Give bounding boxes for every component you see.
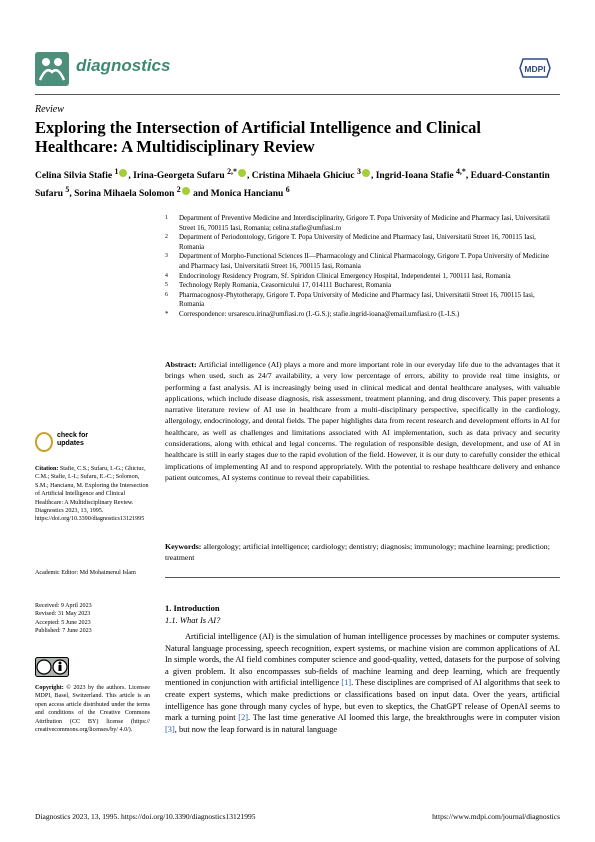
affiliation-item [165,272,560,282]
orcid-icon[interactable] [182,187,190,195]
article-title: Exploring the Intersection of Artificial Intelligence and Clinical Healthcare: A Multidisciplinary Review [35,118,481,156]
affiliation-number: * [165,309,169,318]
author-sup: 4,* [455,167,466,176]
paragraph-text: , but now the leap forward is in natural language [174,724,338,734]
paragraph-text: . The last time generative AI loomed this large, the breakthroughs were in computer vision [248,713,560,723]
affiliation-number: 5 [165,282,168,289]
journal-logo-icon [35,52,69,86]
copyright-block [35,684,150,734]
keywords-text: allergology; artificial intelligence; cardiology; dentistry; diagnosis; immunology; machine learning; prediction; treatment [165,542,550,563]
mdpi-logo-icon[interactable] [519,57,551,79]
author-sup: 1 [114,167,119,176]
abstract [165,359,560,483]
page-footer [35,812,560,821]
author-name[interactable]: Cristina Mihaela Ghiciuc [251,171,355,182]
author-sup: 6 [285,185,290,195]
affiliation-text: Department of Morpho-Functional Sciences II—Pharmacology and Clinical Pharmacology, Grigore T. Popa University of Medicine and Pharmacy Iasi, Universitatii Street 16, 700115 Iasi, Romania [179,252,550,270]
author-name[interactable]: Irina-Georgeta Sufaru [133,171,225,182]
subsection-heading: 1.1. What Is AI? [165,615,221,625]
orcid-icon[interactable] [238,169,246,177]
affiliation-text: Technology Reply Romania, Ceasornicului 17, 014111 Bucharest, Romania [179,281,392,290]
header-rule [35,94,560,95]
author-name[interactable]: Monica Hancianu [210,189,284,200]
affiliation-text: Endocrinology Residency Program, Sf. Spiridon Clinical Emergency Hospital, Independentei 1, 700111 Iasi, Romania [179,271,511,280]
article-type: Review [35,104,64,115]
check-updates-text [57,432,88,448]
journal-name[interactable]: diagnostics [76,56,171,75]
publication-dates [35,602,150,636]
author-list: Celina Silvia Stafie $^1$ , Irina-Georgeta Sufaru $^{2,*}$ , Cristina Mihaela Ghiciuc $^3$ , Ingrid-Ioana Stafie $^{4,*}$, Eduard-Constantin Sufaru $^5$, Sorina Mihaela Solomon $^2$ and Monica Hancianu $^6$ [35,167,550,200]
reference-link[interactable]: [1] [341,678,352,688]
paragraph-text: Artificial intelligence (AI) is the simulation of human intelligence processes by machines or computer systems. Natural language processing, speech recognition, expert systems, or machine vision are common applications of AI. In simple words, the AI field combines computer science and good-quality, vetted, datasets for the purpose of solving a given problem. It also encompasses sub-fields of machine learning and deep learning, which are frequently mentioned in conjunction with artificial intelligence [165,632,560,688]
abstract-text: Artificial intelligence (AI) plays a more and more important role in our everyday life due to the advantages that it brings when used, such as 24/7 availability, a very low percentage of errors, ability to provide real time insights, or performing a fast analysis. AI is increasingly being used in clinical medical and dental healthcare analyses, with valuable applications, which include disease diagnosis, risk assessment, treatment planning, and drug discovery. This paper presents a narrative literature review of AI use in healthcare from a multi-disciplinary perspective, specifically in the cardiology, allergology, endocrinology, and dental fields. The paper highlights data from recent research and development efforts in AI for healthcare, as well as challenges and limitations associated with AI implementation, such as data privacy and security considerations, along with ethical and legal concerns. The regulation of responsible design, development, and use of AI in healthcare is still in early stages due to the rapid evolution of the field. However, it is our duty to carefully consider the ethical implications of implementing AI and to respond appropriately. With the potential to reshape healthcare delivery and enhance patient outcomes, AI systems continue to reveal their capabilities. [165,360,560,482]
check-updates-line2: updates [57,440,84,447]
author-name[interactable]: Celina Silvia Stafie [35,171,113,182]
orcid-icon[interactable] [362,169,370,177]
correspondence-text[interactable]: Correspondence: ursarescu.irina@umfiasi.ro (I.-G.S.); stafie.ingrid-ioana@email.umfiasi.ro (I.-I.S.) [179,309,460,318]
cc-license-icon[interactable] [35,657,69,677]
citation-block [35,465,150,524]
citation-text[interactable]: Stafie, C.S.; Sufaru, I.-G.; Ghiciuc, C.M.; Stafie, I.-I.; Sufaru, E.-C.; Solomon, S.M.; Hancianu, M. Exploring the Intersection of Artificial Intelligence and Clinical Healthcare: A Multidisciplinary Review. Diagnostics 2023, 13, 1995. https://doi.org/10.3390/diagnostics13121995 [35,466,149,523]
keywords [165,541,560,564]
copyright-label: Copyright: [35,685,64,691]
reference-link[interactable]: [2] [238,713,249,723]
affiliation-text: Department of Periodontology, Grigore T. Popa University of Medicine and Pharmacy Iasi, Universitatii Street 16, 700115 Iasi, Romania [179,233,536,251]
received-date: Received: 9 April 2023 [35,603,92,609]
affiliation-text: Pharmacognosy-Phytotherapy, Grigore T. Popa University of Medicine and Pharmacy Iasi, Universitatii Street 16, 700115 Iasi, Romania [179,290,535,309]
affiliation-item [165,252,560,271]
paragraph-text: . These disciplines are comprised of AI algorithms that seek to create expert systems, which make predictions or classifications based on input data. Over the years, artificial intelligence has gone through many cycles of hype, but even to skeptics, the ChatGPT release of OpenAI seems to mark a turning point [165,678,560,723]
abstract-label: Abstract: [165,360,197,369]
affiliation-number: 4 [165,272,168,279]
keywords-label: Keywords: [165,542,202,551]
revised-date: Revised: 31 May 2023 [35,611,91,618]
affiliation-item [165,310,560,320]
affiliation-text: Department of Preventive Medicine and Interdisciplinarity, Grigore T. Popa University of Medicine and Pharmacy Iasi, Universitatii Street 16, 700115 Iasi, Romania; celina.stafie@umfiasi.ro [179,214,550,232]
academic-editor: Academic Editor: Md Mohaimenul Islam [35,570,136,576]
intro-paragraph [165,631,560,735]
citation-label: Citation: [35,466,59,472]
published-date: Published: 7 June 2023 [35,628,92,635]
author-sup: 2,* [227,167,237,176]
author-sup: 5 [65,185,70,195]
author-sup: 2 [176,185,181,195]
check-updates-icon [35,432,53,452]
check-updates-badge[interactable] [35,432,125,454]
reference-link[interactable]: [3] [165,724,175,734]
affiliation-item [165,214,560,233]
footer-journal-url[interactable]: https://www.mdpi.com/journal/diagnostics [432,812,560,821]
affiliation-item [165,233,560,252]
affiliation-item [165,281,560,291]
orcid-icon[interactable] [119,169,127,177]
affiliation-number: 6 [165,291,168,298]
footer-citation[interactable]: Diagnostics 2023, 13, 1995. https://doi.org/10.3390/diagnostics13121995 [35,812,256,821]
author-sup: 3 [357,167,361,176]
affiliation-number: 1 [165,215,168,221]
check-updates-line1: check for [57,432,89,439]
author-name[interactable]: Eduard-Constantin Sufaru [35,171,550,200]
copyright-text: © 2023 by the authors. Licensee MDPI, Basel, Switzerland. This article is an open access article distributed under the terms and conditions of the Creative Commons Attribution (CC BY) license (https:// creativecommons.org/licenses/by/ 4.0/). [35,685,150,734]
section-heading: 1. Introduction [165,603,220,613]
affiliations [165,214,560,320]
svg-text:MDPI: MDPI [524,64,546,74]
author-name[interactable]: Sorina Mihaela Solomon [74,189,175,200]
affiliation-number: 3 [165,253,168,260]
affiliation-number: 2 [165,234,168,241]
affiliation-item [165,291,560,310]
author-name[interactable]: Ingrid-Ioana Stafie [375,171,454,182]
accepted-date: Accepted: 5 June 2023 [35,619,91,626]
keywords-rule [165,577,560,578]
